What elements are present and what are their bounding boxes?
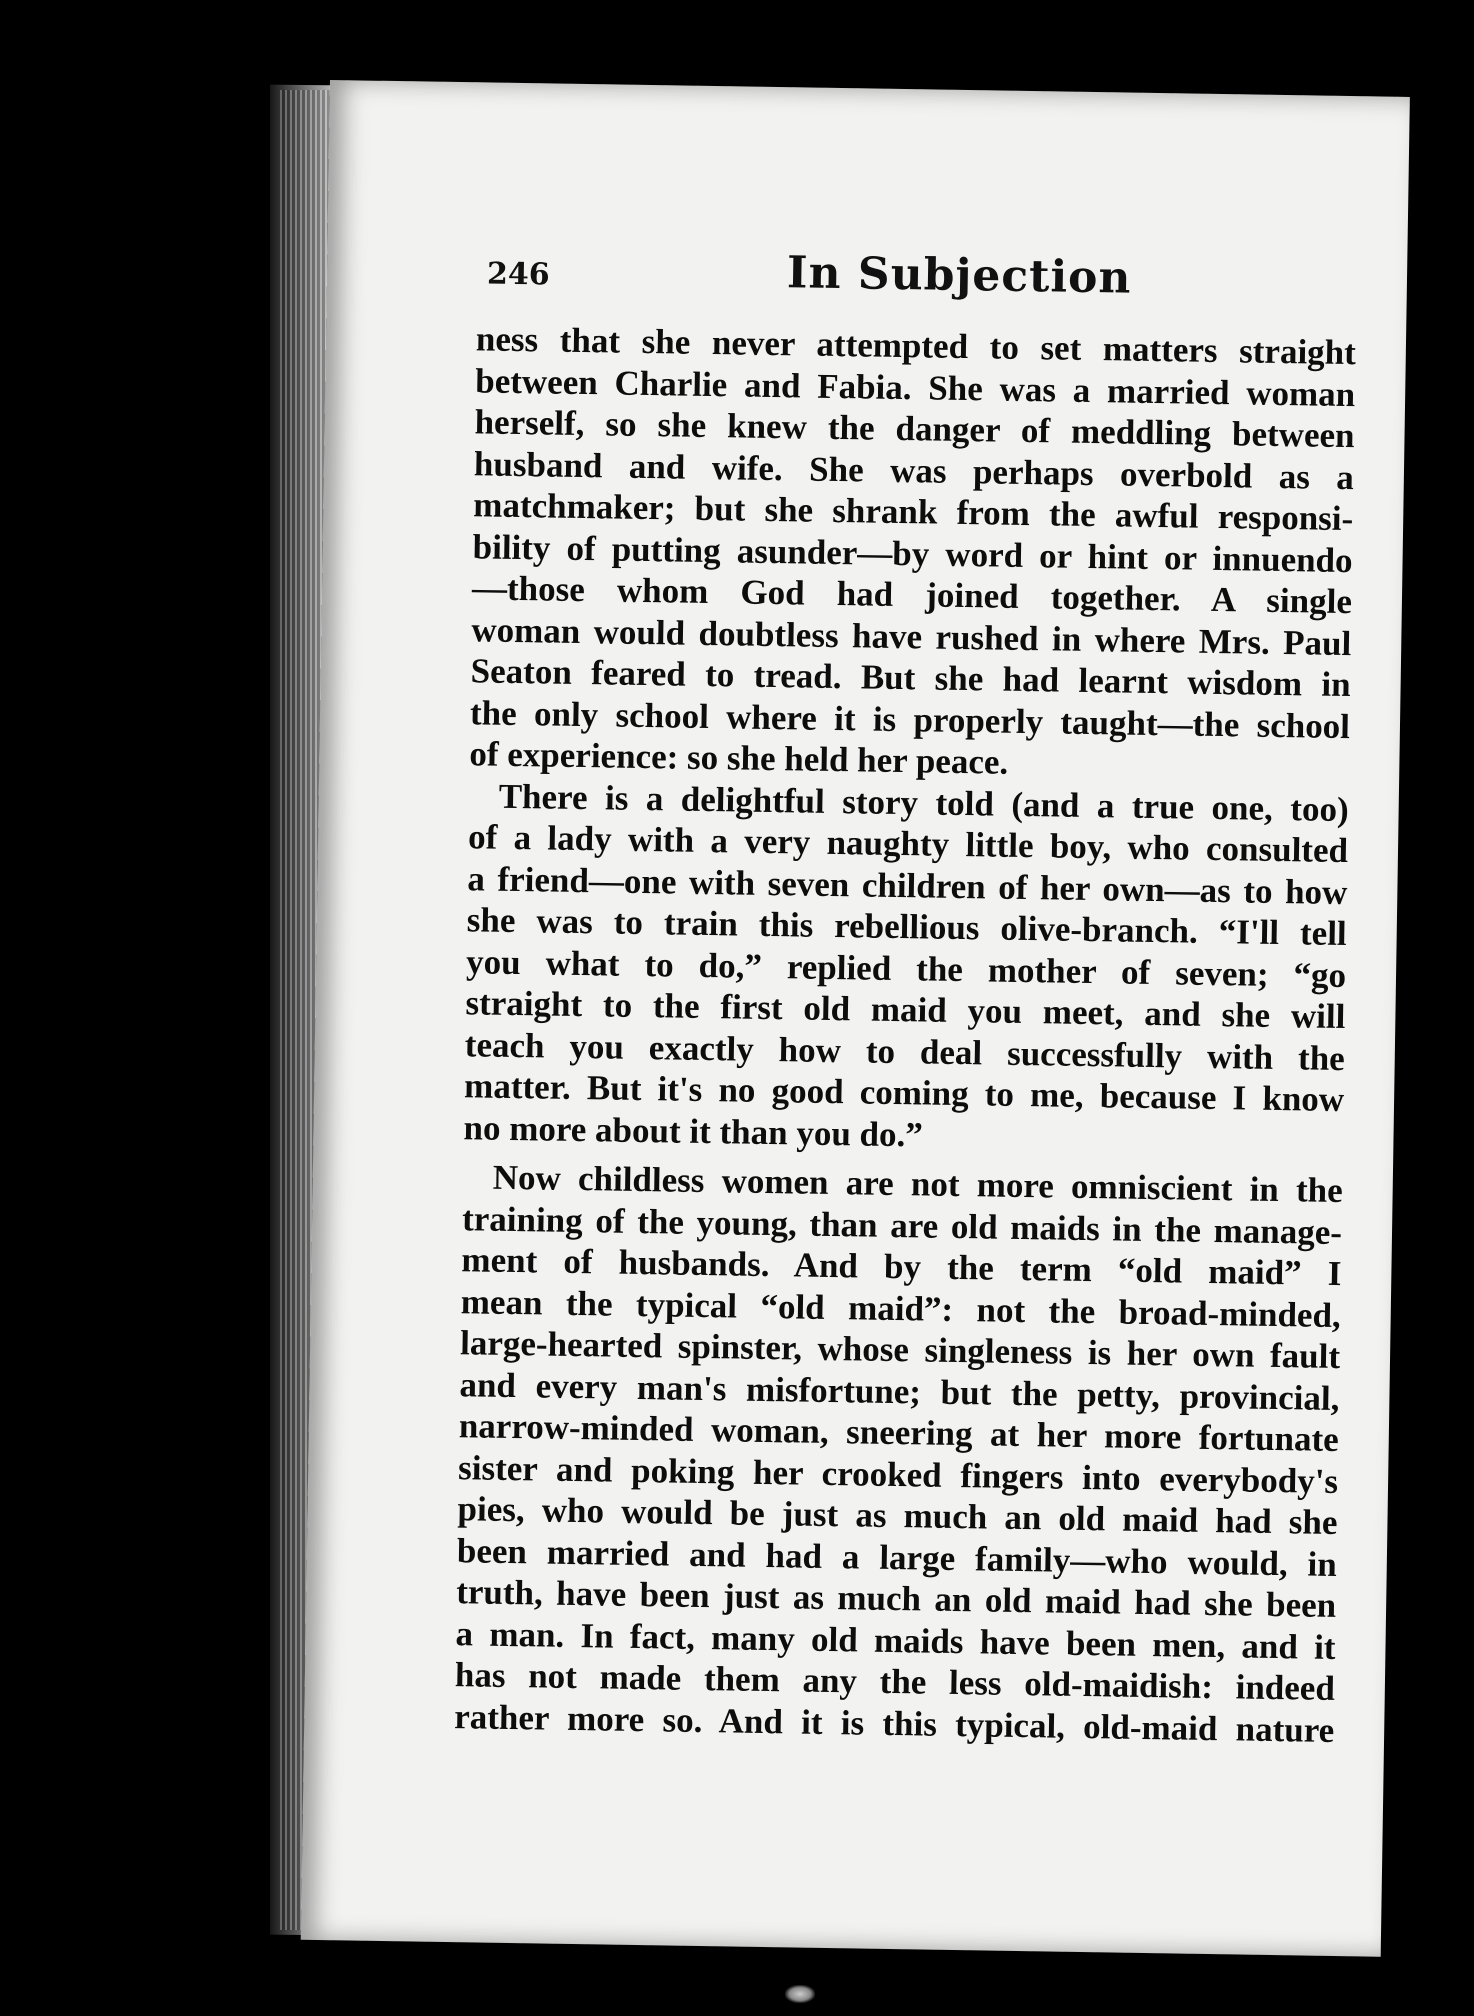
running-title: In Subjection: [786, 247, 1132, 304]
text-line: rather more so. And it is this typical, old-maid nature: [454, 1696, 1335, 1750]
paragraph: [463, 775, 1349, 1162]
text-line: ness that she never attempted to set matters straight: [475, 319, 1357, 373]
text-line: matchmaker; but she shrank from the awful responsi-: [473, 485, 1354, 539]
text-line: There is a delightful story told (and a true one, too): [498, 776, 1349, 829]
page-number: 246: [486, 256, 550, 293]
text-line: woman would doubtless have rushed in where Mrs. Paul: [471, 609, 1352, 663]
text-line: husband and wife. She was perhaps overbold as a: [473, 443, 1355, 497]
text-line: and every man's misfortune; but the petty, provincial,: [459, 1364, 1340, 1418]
text-line: straight to the first old maid you meet, and she will: [465, 983, 1346, 1037]
text-line: she was to train this rebellious olive-branch. “I'll tell: [466, 900, 1348, 954]
text-line: matter. But it's no good coming to me, because I know: [463, 1066, 1345, 1120]
scan-artifact-mark: [785, 1985, 815, 2003]
text-line: has not made them any the less old-maidish: indeed: [454, 1655, 1336, 1708]
text-line: been married and had a large family—who would, in: [456, 1530, 1338, 1584]
text-line: you what to do,” replied the mother of seven; “go: [465, 941, 1347, 995]
paragraph: [469, 318, 1356, 788]
running-header: [326, 240, 1327, 326]
text-line: pies, who would be just as much an old maid had she: [457, 1489, 1338, 1543]
text-line: truth, have been just as much an old maid had she been: [455, 1572, 1337, 1625]
text-line: of a lady with a very naughty little boy, who consulted: [467, 817, 1349, 871]
book-page: [301, 80, 1410, 1957]
text-line: herself, so she knew the danger of meddling between: [474, 402, 1355, 456]
text-line: large-hearted spinster, whose singleness is her own fault: [459, 1323, 1341, 1377]
text-line: —those whom God had joined together. A single: [471, 568, 1353, 622]
text-line: Seaton feared to tread. But she had learnt wisdom in: [470, 651, 1351, 705]
text-line: a man. In fact, many old maids have been men, and it: [455, 1613, 1336, 1667]
text-line: mean the typical “old maid”: not the broad-minded,: [460, 1281, 1342, 1335]
text-line: narrow-minded woman, sneering at her more fortunate: [458, 1406, 1340, 1460]
text-line: of experience: so she held her peace.: [469, 734, 1009, 782]
text-line: a friend—one with seven children of her own—as to how: [467, 858, 1348, 912]
text-line: between Charlie and Fabia. She was a married woman: [474, 360, 1356, 414]
text-line: ment of husbands. And by the term “old maid” I: [461, 1240, 1342, 1294]
text-line: training of the young, than are old maids in the manage-: [461, 1198, 1343, 1252]
text-line: Now childless women are not more omniscient in the: [492, 1157, 1343, 1211]
body-text: [454, 318, 1356, 1751]
text-line: bility of putting asunder—by word or hint or innuendo: [472, 526, 1353, 580]
text-line: sister and poking her crooked fingers into everybody's: [457, 1447, 1339, 1501]
text-line: no more about it than you do.”: [463, 1107, 924, 1154]
text-line: the only school where it is properly taught—the school: [469, 692, 1351, 746]
paragraph: [454, 1156, 1343, 1751]
text-line: teach you exactly how to deal successfully with the: [464, 1024, 1346, 1078]
